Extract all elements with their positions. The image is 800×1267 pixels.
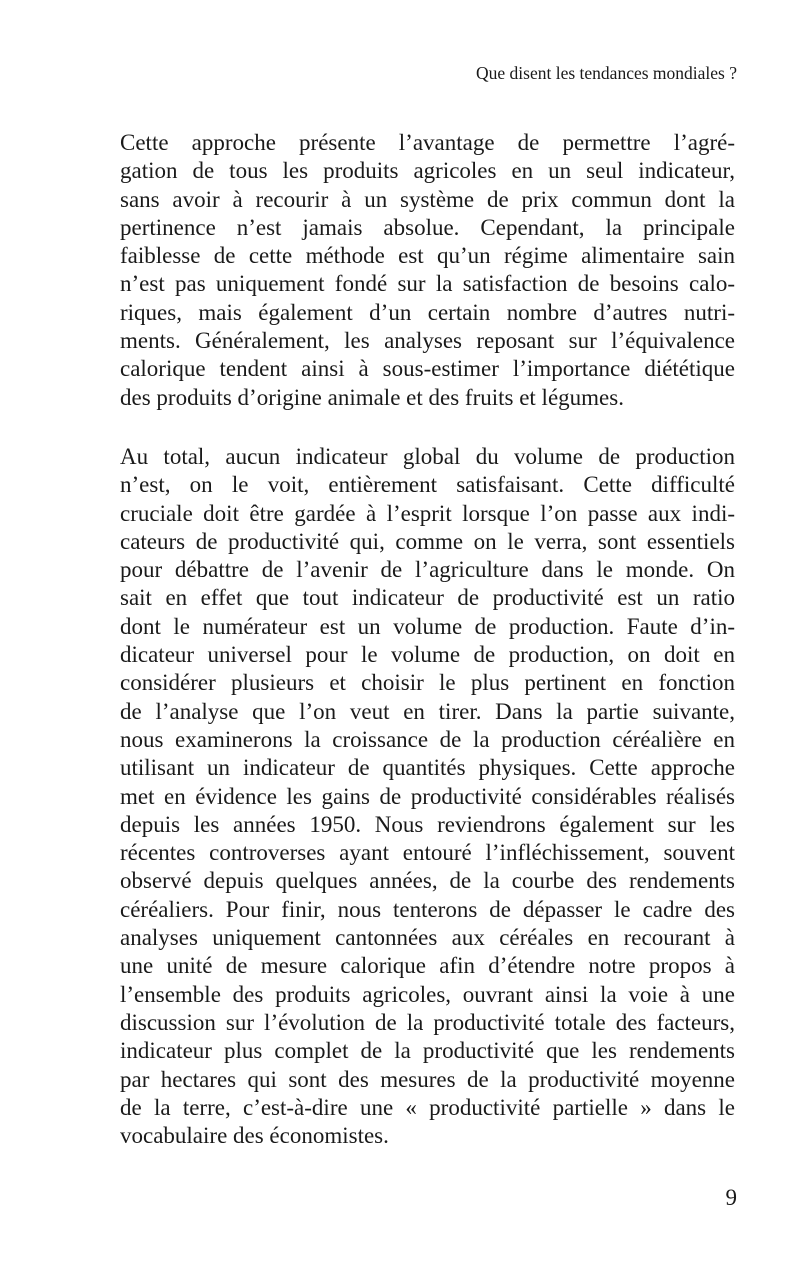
text-line: utilisant un indicateur de quantités physiques. Cette approche: [120, 755, 735, 781]
text-line: vocabulaire des économistes.: [120, 1123, 389, 1149]
text-line: ments. Généralement, les analyses reposant sur l’équivalence: [120, 328, 735, 354]
text-line: de l’analyse que l’on veut en tirer. Dans la partie suivante,: [120, 698, 735, 724]
text-line: n’est pas uniquement fondé sur la satisfaction de besoins calo-: [120, 271, 735, 297]
text-line: une unité de mesure calorique afin d’étendre notre propos à: [120, 953, 735, 979]
text-line: Cette approche présente l’avantage de permettre l’agré-: [120, 130, 735, 155]
text-line: calorique tendent ainsi à sous-estimer l’importance diététique: [120, 356, 735, 382]
text-line: observé depuis quelques années, de la courbe des rendements: [120, 868, 735, 894]
text-line: indicateur plus complet de la productivité que les rendements: [120, 1038, 735, 1064]
body-text: [120, 129, 735, 1181]
text-line: sans avoir à recourir à un système de prix commun dont la: [120, 186, 735, 212]
text-line: nous examinerons la croissance de la production céréalière en: [120, 726, 735, 752]
running-head: Que disent les tendances mondiales ?: [476, 63, 737, 83]
text-line: des produits d’origine animale et des fruits et légumes.: [120, 384, 624, 410]
text-line: faiblesse de cette méthode est qu’un régime alimentaire sain: [120, 243, 735, 269]
text-line: récentes controverses ayant entouré l’infléchissement, souvent: [120, 840, 735, 866]
page-number: 9: [725, 1185, 737, 1210]
text-line: dont le numérateur est un volume de production. Faute d’in-: [120, 613, 735, 639]
text-line: dicateur universel pour le volume de production, on doit en: [120, 642, 735, 668]
text-line: n’est, on le voit, entièrement satisfaisant. Cette difficulté: [120, 472, 735, 498]
text-line: cateurs de productivité qui, comme on le verra, sont essentiels: [120, 528, 735, 554]
text-line: par hectares qui sont des mesures de la productivité moyenne: [120, 1066, 735, 1092]
text-line: céréaliers. Pour finir, nous tenterons de dépasser le cadre des: [120, 896, 735, 922]
text-line: riques, mais également d’un certain nombre d’autres nutri-: [120, 299, 735, 325]
text-line: met en évidence les gains de productivité considérables réalisés: [120, 783, 735, 809]
text-line: de la terre, c’est-à-dire une « productivité partielle » dans le: [120, 1094, 735, 1120]
text-line: sait en effet que tout indicateur de productivité est un ratio: [120, 585, 735, 611]
text-line: considérer plusieurs et choisir le plus pertinent en fonction: [120, 670, 735, 696]
text-line: cruciale doit être gardée à l’esprit lorsque l’on passe aux indi-: [120, 500, 735, 526]
text-line: discussion sur l’évolution de la productivité totale des facteurs,: [120, 1009, 735, 1035]
text-line: pertinence n’est jamais absolue. Cependant, la principale: [120, 214, 735, 240]
text-line: pour débattre de l’avenir de l’agriculture dans le monde. On: [120, 557, 735, 583]
text-line: gation de tous les produits agricoles en un seul indicateur,: [120, 158, 735, 184]
text-line: depuis les années 1950. Nous reviendrons également sur les: [120, 811, 735, 837]
text-line: l’ensemble des produits agricoles, ouvrant ainsi la voie à une: [120, 981, 735, 1007]
text-line: analyses uniquement cantonnées aux céréales en recourant à: [120, 925, 735, 951]
paragraph-2: [120, 443, 735, 1150]
paragraph-1: [120, 129, 735, 412]
text-line: Au total, aucun indicateur global du volume de production: [120, 443, 735, 469]
